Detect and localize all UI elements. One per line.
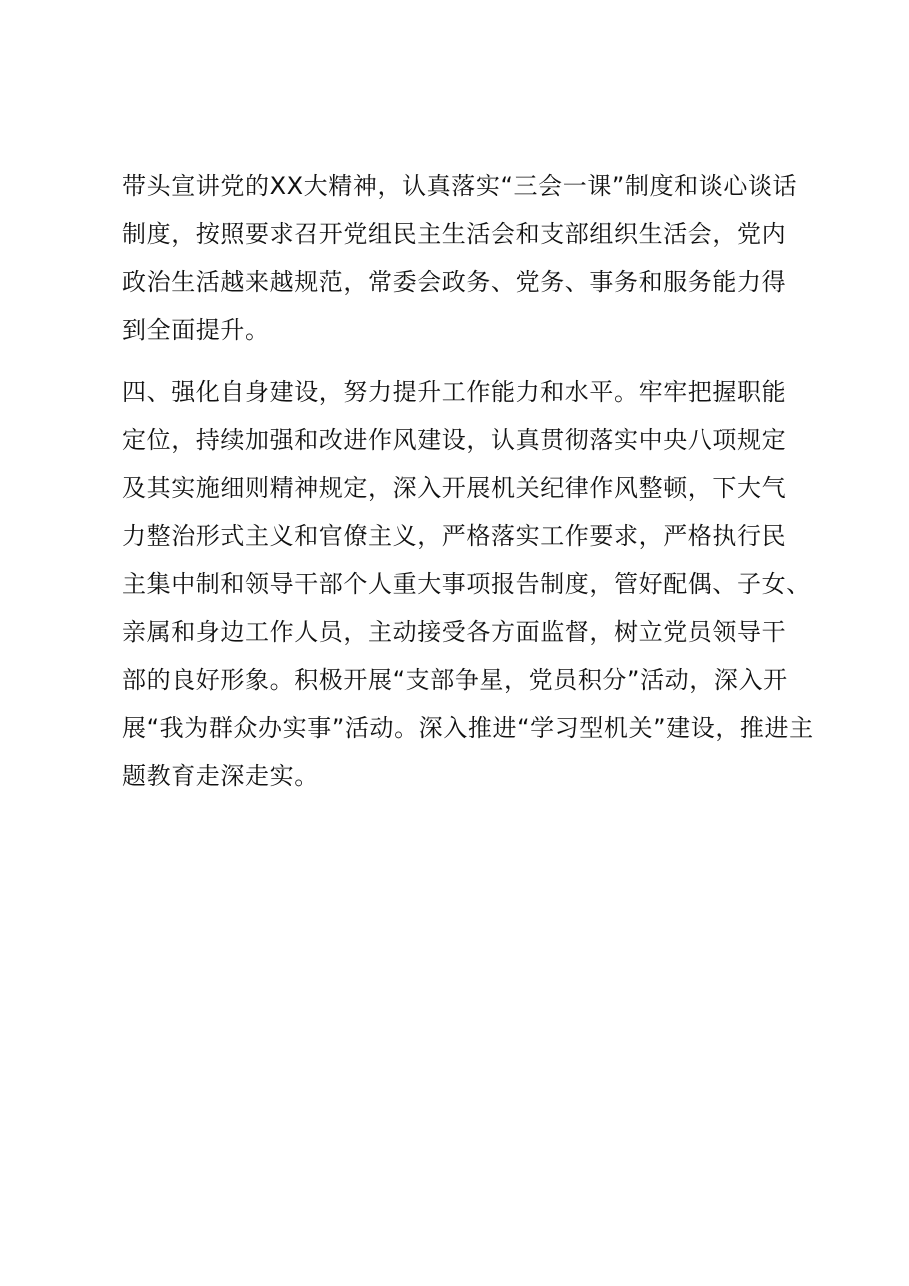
text-line: 主集中制和领导干部个人重大事项报告制度，管好配偶、子女、 (122, 570, 811, 598)
text-line: 展“我为群众办实事”活动。深入推进“学习型机关”建设，推进主 (122, 714, 814, 742)
text-line: 题教育走深走实。 (122, 762, 319, 790)
text-line: 力整治形式主义和官僚主义，严格落实工作要求，严格执行民 (122, 522, 787, 550)
text-line: 四、强化自身建设，努力提升工作能力和水平。牢牢把握职能 (122, 378, 787, 406)
text-line: 制度，按照要求召开党组民主生活会和支部组织生活会，党内 (122, 220, 787, 248)
paragraph-self-building (122, 368, 812, 800)
text-line: 部的良好形象。积极开展“支部争星，党员积分”活动，深入开 (122, 666, 788, 694)
text-line: 政治生活越来越规范，常委会政务、党务、事务和服务能力得 (122, 268, 787, 296)
text-line: 定位，持续加强和改进作风建设，认真贯彻落实中央八项规定 (122, 426, 787, 454)
document-body (122, 162, 812, 800)
text-line: 亲属和身边工作人员，主动接受各方面监督，树立党员领导干 (122, 618, 787, 646)
paragraph-spacer (122, 354, 812, 368)
text-line: 带头宣讲党的XX大精神，认真落实“三会一课”制度和谈心谈话 (122, 172, 798, 200)
text-line: 及其实施细则精神规定，深入开展机关纪律作风整顿，下大气 (122, 474, 787, 502)
paragraph-party-life (122, 162, 812, 354)
text-line: 到全面提升。 (122, 316, 270, 344)
